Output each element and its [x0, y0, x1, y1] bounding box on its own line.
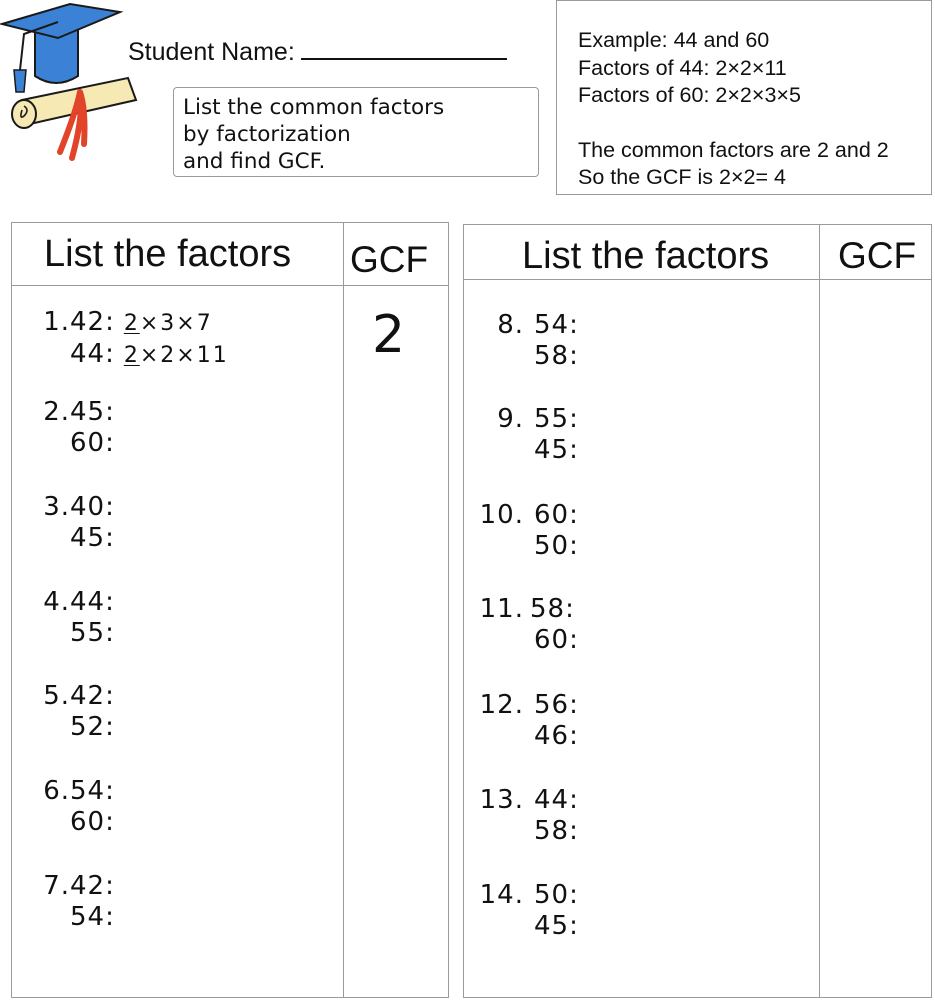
problem-5: 5.42: 52:	[43, 681, 115, 742]
example-box	[556, 0, 932, 195]
column-divider	[819, 225, 820, 997]
instructions-box	[173, 87, 539, 177]
problem-14: 14. 50: 45:	[479, 880, 579, 941]
problems-table-right	[463, 224, 932, 998]
example-conclusion: The common factors are 2 and 2	[578, 137, 889, 162]
factors-header: List the factors	[44, 233, 292, 275]
problem-9: 9. 55: 45:	[497, 404, 579, 465]
diploma-icon	[12, 78, 136, 158]
gcf-answer-1: 2	[372, 305, 406, 365]
problems-table-left	[11, 222, 449, 998]
problem-10: 10. 60: 50:	[479, 500, 579, 561]
instructions-line: and find GCF.	[183, 149, 326, 174]
problem-11: 11. 58: 60:	[479, 594, 579, 655]
problem-6: 6.54: 60:	[43, 776, 115, 837]
header-divider	[12, 285, 448, 286]
gcf-header: GCF	[350, 239, 429, 280]
column-divider	[343, 223, 344, 997]
problem-3: 3.40: 45:	[43, 492, 115, 553]
common-factor: 2	[123, 311, 140, 336]
instructions-line: by factorization	[183, 122, 351, 147]
mortarboard-icon	[2, 4, 120, 92]
instructions-line: List the common factors	[183, 95, 445, 120]
problem-12: 12. 56: 46:	[479, 690, 579, 751]
student-name-label: Student Name:	[128, 38, 295, 66]
example-line: Factors of 44: 2×2×11	[578, 55, 787, 80]
problem-2: 2.45: 60:	[43, 397, 115, 458]
problem-1: 1.42: 2×3×7 44: 2×2×11	[43, 307, 229, 369]
example-conclusion: So the GCF is 2×2= 4	[578, 165, 786, 189]
problem-7: 7.42: 54:	[43, 871, 115, 932]
problem-4: 4.44: 55:	[43, 587, 115, 648]
graduation-cap-diploma-logo	[0, 0, 140, 170]
common-factor: 2	[123, 343, 140, 368]
student-name-blank[interactable]	[301, 32, 507, 60]
gcf-header: GCF	[838, 235, 917, 276]
example-line: Example: 44 and 60	[578, 28, 770, 52]
student-name-field[interactable]	[128, 32, 507, 67]
problem-8: 8. 54: 58:	[497, 310, 579, 371]
example-line: Factors of 60: 2×2×3×5	[578, 83, 801, 107]
factors-header: List the factors	[522, 235, 770, 277]
header-divider	[464, 279, 931, 280]
problem-13: 13. 44: 58:	[479, 785, 579, 846]
